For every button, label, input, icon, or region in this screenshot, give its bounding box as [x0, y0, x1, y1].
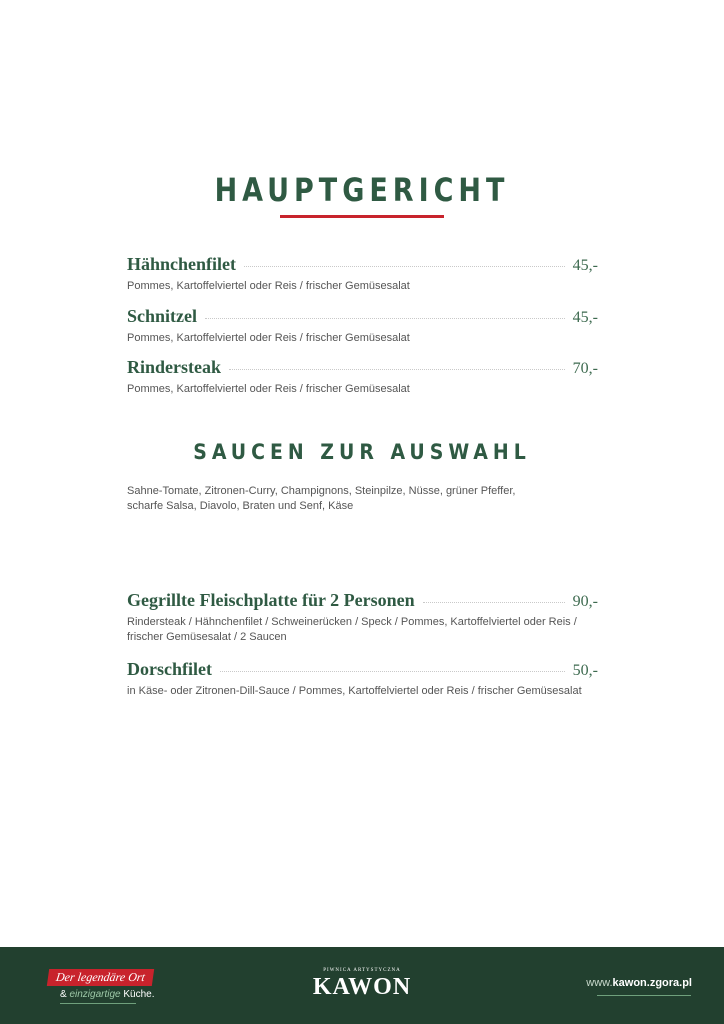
page-title: HAUPTGERICHT [214, 171, 510, 210]
dish-name: Rindersteak [127, 357, 221, 377]
dish-price: 70,- [572, 360, 598, 377]
sauces-list: Sahne-Tomate, Zitronen-Curry, Champignons, Steinpilze, Nüsse, grüner Pfeffer, scharfe Salsa, Diavolo, Braten und Senf, Käse [127, 485, 516, 512]
dish-name: Hähnchenfilet [127, 254, 237, 274]
sauces-heading: SAUCEN ZUR AUSWAHL [193, 440, 531, 464]
menu-item [127, 659, 598, 699]
dot-leader [423, 602, 565, 603]
tagline-part-highlight: einzigartige [69, 989, 121, 1000]
tagline-underline [60, 1003, 136, 1004]
logo: KAWON [312, 974, 412, 1000]
dish-price: 45,- [572, 257, 598, 274]
menu-item [127, 357, 598, 397]
website-prefix: www. [586, 977, 613, 989]
dish-name: Gegrillte Fleischplatte für 2 Personen [127, 590, 415, 610]
dish-price: 90,- [572, 593, 598, 610]
dish-description: Pommes, Kartoffelviertel oder Reis / frischer Gemüsesalat [127, 332, 410, 344]
menu-item [127, 590, 598, 645]
dot-leader [244, 266, 565, 267]
dot-leader [220, 671, 565, 672]
footer [0, 947, 724, 1024]
menu-item [127, 254, 598, 294]
website-link[interactable] [586, 977, 692, 989]
dish-description: Pommes, Kartoffelviertel oder Reis / frischer Gemüsesalat [127, 383, 410, 395]
tagline-banner: Der legendäre Ort [47, 969, 154, 986]
dish-description: Rindersteak / Hähnchenfilet / Schweinerücken / Speck / Pommes, Kartoffelviertel oder Reis / frischer Gemüsesalat / 2 Saucen [127, 616, 577, 643]
dot-leader [229, 369, 565, 370]
dish-price: 45,- [572, 309, 598, 326]
website-domain: kawon.zgora.pl [612, 977, 692, 989]
tagline-part: Küche. [120, 989, 155, 1000]
dish-name: Dorschfilet [127, 659, 212, 679]
logo-subtitle: PIWNICA ARTYSTYCZNA [323, 968, 401, 973]
dish-name: Schnitzel [127, 306, 197, 326]
dish-description: Pommes, Kartoffelviertel oder Reis / frischer Gemüsesalat [127, 280, 410, 292]
dish-description: in Käse- oder Zitronen-Dill-Sauce / Pommes, Kartoffelviertel oder Reis / frischer Gemüsesalat [127, 685, 582, 697]
menu-item [127, 306, 598, 346]
tagline-part: & [60, 989, 70, 1000]
website-underline [597, 995, 691, 996]
dot-leader [205, 318, 565, 319]
dish-price: 50,- [572, 662, 598, 679]
title-underline [280, 215, 444, 218]
